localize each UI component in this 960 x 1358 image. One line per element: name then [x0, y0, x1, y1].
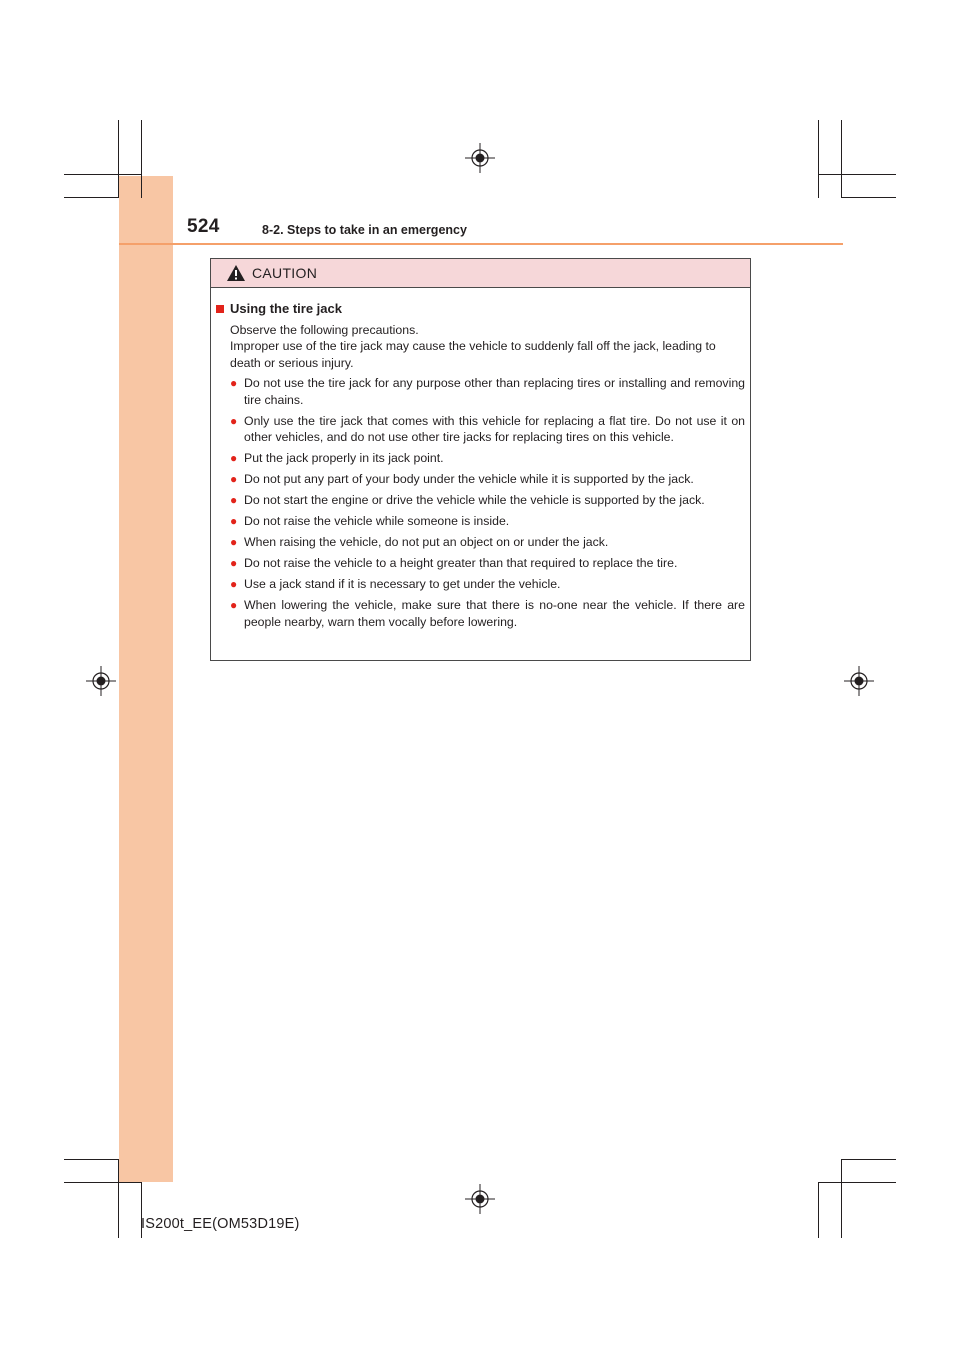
square-bullet-icon [216, 305, 224, 313]
caution-intro [216, 322, 745, 372]
crop-mark [118, 1160, 119, 1238]
section-title: 8-2. Steps to take in an emergency [262, 223, 467, 237]
list-item: ● Do not raise the vehicle to a height greater than that required to replace the tire. [216, 555, 745, 572]
round-bullet-icon: ● [230, 472, 238, 486]
page-number: 524 [187, 216, 220, 237]
caution-label: CAUTION [252, 265, 318, 281]
registration-mark-icon [465, 143, 495, 173]
intro-line: Improper use of the tire jack may cause the vehicle to suddenly fall off the jack, leading to death or serious injury. [230, 339, 716, 370]
crop-mark [818, 174, 896, 175]
list-item: ● Do not put any part of your body under the vehicle while it is supported by the jack. [216, 471, 745, 488]
crop-mark [118, 120, 119, 198]
crop-mark [141, 120, 142, 198]
caution-topic [216, 301, 745, 318]
round-bullet-icon: ● [230, 598, 238, 612]
list-item: ● Do not start the engine or drive the vehicle while the vehicle is supported by the jack. [216, 492, 745, 509]
caution-header [211, 259, 750, 288]
list-item: ● Use a jack stand if it is necessary to get under the vehicle. [216, 576, 745, 593]
warning-triangle-icon [226, 264, 246, 282]
caution-box [210, 258, 751, 661]
crop-mark [818, 1182, 896, 1183]
list-item: ● When raising the vehicle, do not put an object on or under the jack. [216, 534, 745, 551]
registration-mark-icon [465, 1184, 495, 1214]
crop-mark [818, 1182, 819, 1238]
side-tab [119, 176, 173, 1182]
round-bullet-icon: ● [230, 556, 238, 570]
list-item: ● When lowering the vehicle, make sure that there is no-one near the vehicle. If there are people nearby, warn them vocally before lowering. [216, 597, 745, 630]
round-bullet-icon: ● [230, 577, 238, 591]
intro-line: Observe the following precautions. [230, 322, 419, 337]
round-bullet-icon: ● [230, 535, 238, 549]
precaution-list [216, 375, 745, 630]
list-item: ● Only use the tire jack that comes with this vehicle for replacing a flat tire. Do not use it on other vehicles, and do not use other tire jacks for replacing tires on this vehicle. [216, 413, 745, 446]
round-bullet-icon: ● [230, 493, 238, 507]
list-item: ● Do not raise the vehicle while someone is inside. [216, 513, 745, 530]
document-code: IS200t_EE(OM53D19E) [141, 1216, 300, 1232]
round-bullet-icon: ● [230, 514, 238, 528]
round-bullet-icon: ● [230, 451, 238, 465]
caution-body [211, 288, 750, 630]
list-item: ● Do not use the tire jack for any purpose other than replacing tires or installing and removing tire chains. [216, 375, 745, 408]
round-bullet-icon: ● [230, 413, 238, 428]
crop-mark [841, 197, 896, 198]
round-bullet-icon: ● [230, 376, 238, 390]
header-rule [119, 243, 843, 245]
crop-mark [841, 1160, 842, 1238]
registration-mark-icon [86, 666, 116, 696]
crop-mark [64, 1182, 142, 1183]
crop-mark [64, 1159, 119, 1160]
caution-topic-title: Using the tire jack [230, 301, 342, 316]
registration-mark-icon [844, 666, 874, 696]
crop-mark [64, 197, 119, 198]
crop-mark [841, 120, 842, 198]
list-item: ● Put the jack properly in its jack point. [216, 450, 745, 467]
crop-mark [64, 174, 142, 175]
crop-mark [818, 120, 819, 198]
crop-mark [841, 1159, 896, 1160]
